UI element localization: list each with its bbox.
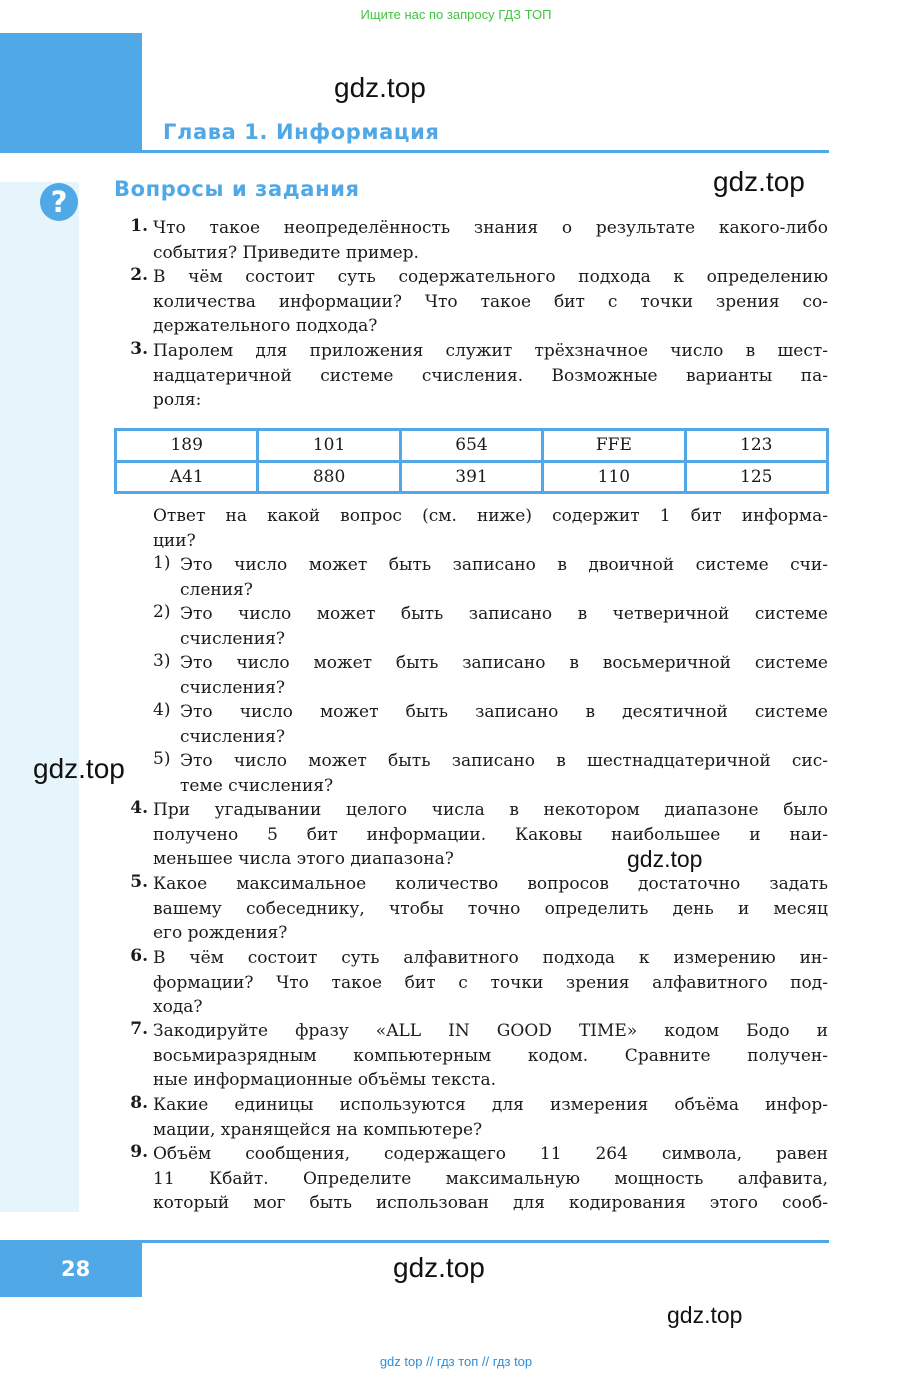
text-line: количества информации? Что такое бит с точки зрения со- (153, 291, 828, 312)
text-line: Какие единицы используются для измерения объёма инфор- (153, 1095, 828, 1115)
header-divider (0, 150, 829, 153)
text-line: Объём сообщения, содержащего 11 264 символа, равен (153, 1144, 828, 1164)
text-line: счисления? (180, 677, 285, 698)
text-line: вашему собеседнику, чтобы точно определить день и месяц (153, 898, 828, 919)
table-cell: 123 (685, 430, 827, 462)
text-line: Это число может быть записано в шестнадцатеричной сис- (180, 751, 828, 771)
text-line: Какое максимальное количество вопросов достаточно задать (153, 874, 828, 894)
question-number: 6. (130, 946, 148, 966)
table-cell: 654 (400, 430, 542, 462)
text-line: меньшее числа этого диапазона? (153, 849, 454, 870)
subitem (180, 749, 828, 798)
text-line: теме счисления? (180, 775, 334, 796)
subitem-number: 3) (153, 651, 171, 671)
question-6 (153, 946, 828, 1020)
left-margin-strip (0, 182, 79, 1212)
watermark: gdz.top (627, 846, 703, 872)
watermark: gdz.top (334, 72, 426, 103)
question-number: 4. (130, 798, 148, 818)
question-number: 8. (130, 1093, 148, 1113)
text-line: Это число может быть записано в четверичной системе (180, 604, 828, 624)
text-line: счисления? (180, 628, 285, 649)
text-line: В чём состоит суть алфавитного подхода к измерению ин- (153, 948, 828, 968)
question-icon: ? (40, 183, 78, 221)
subitem-number: 5) (153, 749, 171, 769)
table-row (116, 430, 828, 462)
table-cell: 880 (258, 461, 400, 493)
text-line: При угадывании целого числа в некотором диапазоне было (153, 800, 828, 820)
subitem (180, 553, 828, 602)
question-8 (153, 1093, 828, 1142)
text-line: его рождения? (153, 923, 288, 944)
text-line: события? Приведите пример. (153, 242, 419, 263)
page-number: 28 (61, 1257, 91, 1281)
subitem-number: 1) (153, 553, 171, 573)
question-number: 2. (130, 265, 148, 285)
watermark: gdz.top (393, 1252, 485, 1283)
text-line: мации, хранящейся на компьютере? (153, 1119, 483, 1140)
table-row (116, 461, 828, 493)
question-number: 1. (130, 216, 148, 236)
question-5 (153, 872, 828, 946)
question-1 (153, 216, 828, 265)
chapter-title: Глава 1. Информация (163, 120, 440, 144)
text-line: Паролем для приложения служит трёхзначное число в шест- (153, 341, 828, 361)
table-cell: 110 (543, 461, 685, 493)
subitem-number: 4) (153, 700, 171, 720)
question-3-prompt (153, 504, 828, 553)
question-9 (153, 1142, 828, 1216)
text-line: Закодируйте фразу «ALL IN GOOD TIME» кодом Бодо и (153, 1021, 828, 1041)
text-line: 11 Кбайт. Определите максимальную мощность алфавита, (153, 1168, 828, 1189)
text-line: сления? (180, 579, 253, 600)
text-line: который мог быть использован для кодирования этого сооб- (153, 1193, 828, 1214)
text-line: восьмиразрядным компьютерным кодом. Сравните получен- (153, 1045, 828, 1066)
table-cell: FFE (543, 430, 685, 462)
text-line: надцатеричной системе счисления. Возможные варианты па- (153, 365, 828, 386)
text-line: формации? Что такое бит с точки зрения алфавитного под- (153, 972, 828, 993)
text-line: Ответ на какой вопрос (см. ниже) содержит 1 бит информа- (153, 506, 828, 526)
question-4 (153, 798, 828, 872)
chapter-header-block (0, 33, 142, 152)
text-line: Это число может быть записано в десятичной системе (180, 702, 828, 722)
question-number: 5. (130, 872, 148, 892)
watermark: gdz.top (713, 166, 805, 197)
subitem (180, 700, 828, 749)
watermark: gdz.top (33, 753, 125, 784)
section-title: Вопросы и задания (114, 177, 360, 201)
password-table (114, 428, 829, 494)
text-line: счисления? (180, 726, 285, 747)
table-cell: 189 (116, 430, 258, 462)
watermark: gdz.top (667, 1302, 743, 1328)
subitem (180, 651, 828, 700)
subitem (180, 602, 828, 651)
text-line: Что такое неопределённость знания о результате какого-либо (153, 218, 828, 238)
text-line: держательного подхода? (153, 316, 378, 337)
text-line: хода? (153, 997, 203, 1018)
bottom-note: gdz top // гдз топ // гдз top (379, 1354, 533, 1369)
text-line: Это число может быть записано в двоичной системе счи- (180, 555, 828, 575)
text-line: ции? (153, 530, 196, 551)
question-number: 9. (130, 1142, 148, 1162)
question-number: 7. (130, 1019, 148, 1039)
subitem-number: 2) (153, 602, 171, 622)
question-number: 3. (130, 339, 148, 359)
table-cell: A41 (116, 461, 258, 493)
question-7 (153, 1019, 828, 1093)
question-3 (153, 339, 828, 413)
text-line: роля: (153, 390, 202, 411)
text-line: ные информационные объёмы текста. (153, 1070, 496, 1091)
top-search-note: Ищите нас по запросу ГДЗ ТОП (360, 7, 552, 22)
text-line: получено 5 бит информации. Каковы наибольшее и наи- (153, 824, 828, 845)
text-line: Это число может быть записано в восьмеричной системе (180, 653, 828, 673)
page-number-block (0, 1243, 142, 1297)
text-line: В чём состоит суть содержательного подхода к определению (153, 267, 828, 287)
table-cell: 101 (258, 430, 400, 462)
question-2 (153, 265, 828, 339)
table-cell: 125 (685, 461, 827, 493)
table-cell: 391 (400, 461, 542, 493)
